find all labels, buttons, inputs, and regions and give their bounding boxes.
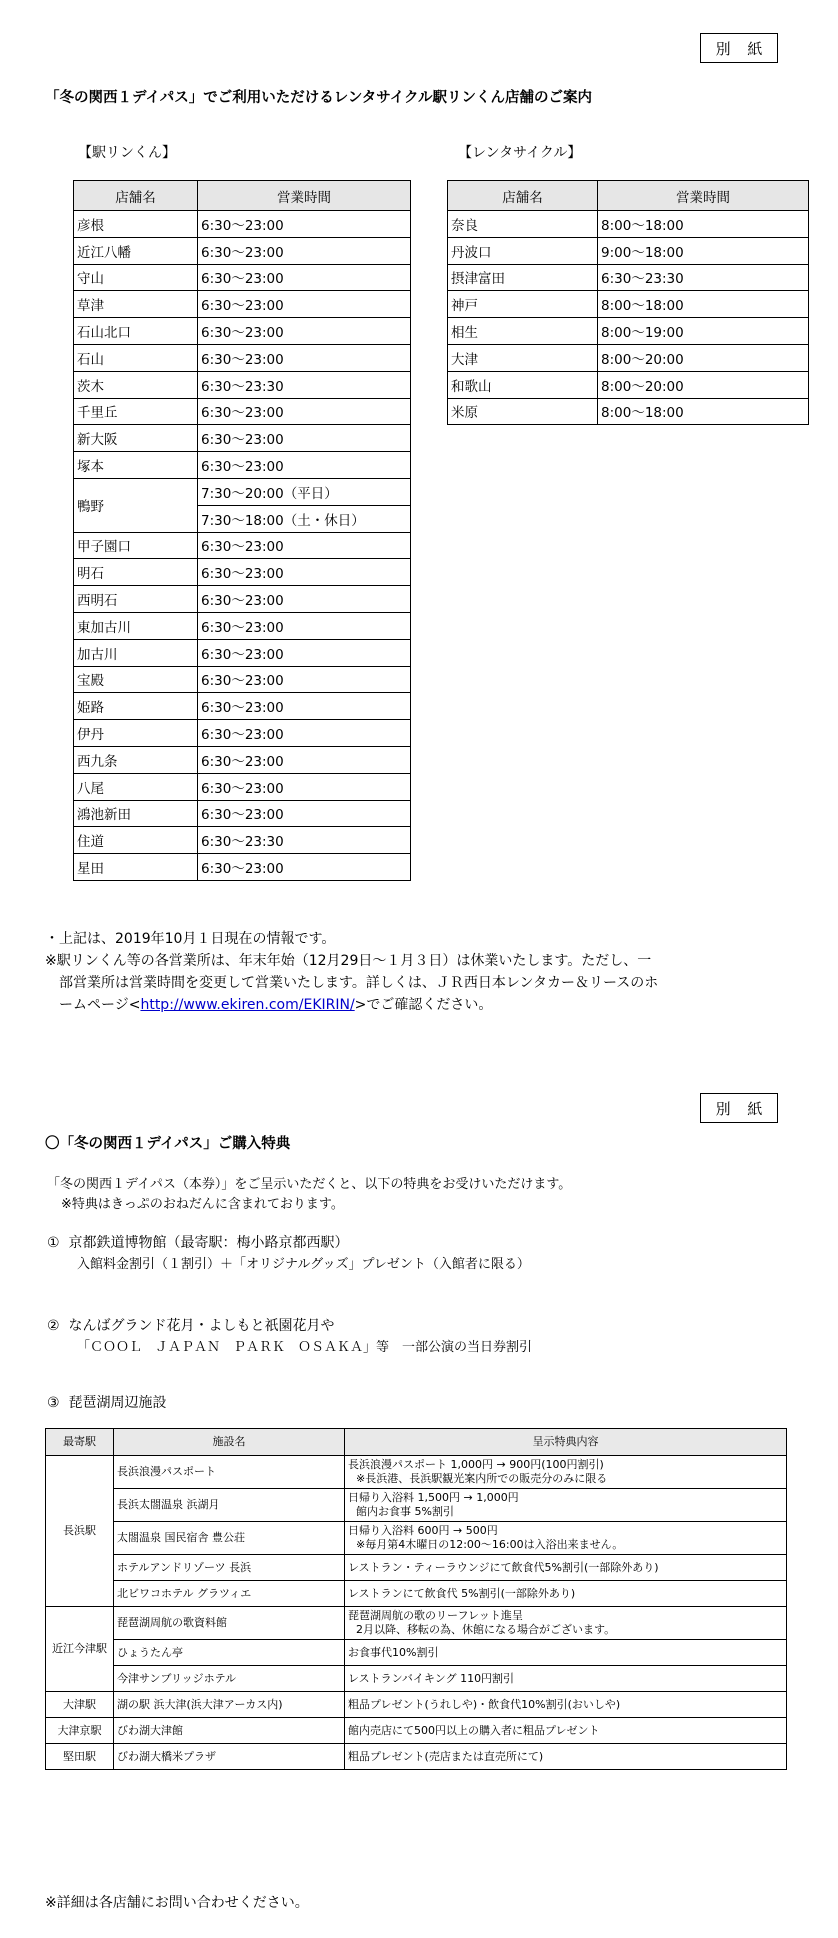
- item-text: 京都鉄道博物館（最寄駅：梅小路京都西駅）: [68, 1235, 349, 1251]
- store-name: 石山: [74, 344, 198, 371]
- table-row: [74, 478, 411, 505]
- store-hours: 8:00～18:00: [598, 291, 809, 318]
- store-hours: 6:30～23:00: [198, 800, 411, 827]
- benefit-line: ※毎月第4木曜日の12:00～16:00は入浴出来ません。: [356, 1538, 624, 1551]
- store-hours: 6:30～23:00: [198, 854, 411, 881]
- table-row: [74, 344, 411, 371]
- table-row: [448, 344, 809, 371]
- store-name: 宝殿: [74, 666, 198, 693]
- store-hours: 6:30～23:30: [198, 371, 411, 398]
- store-hours: 6:30～23:30: [598, 264, 809, 291]
- benefit-line: レストランにて飲食代 5%割引(一部除外あり): [348, 1586, 576, 1600]
- table-row: [74, 532, 411, 559]
- store-name: 近江八幡: [74, 237, 198, 264]
- store-hours: 6:30～23:00: [198, 532, 411, 559]
- facility-name: びわ湖大橋米プラザ: [114, 1744, 345, 1770]
- table-row: [74, 800, 411, 827]
- store-hours: 6:30～23:00: [198, 666, 411, 693]
- store-name: 鴨野: [74, 478, 198, 532]
- item-text: 入館料金割引（１割引）＋「オリジナルグッズ」プレゼント（入館者に限る）: [77, 1257, 530, 1272]
- note-line: ※駅リンくん等の各営業所は、年末年始（12月29日～１月３日）は休業いたします。ただし、一: [45, 953, 652, 969]
- store-name: 東加古川: [74, 612, 198, 639]
- benefit-line: お食事代10%割引: [348, 1645, 439, 1659]
- station-name: 大津駅: [46, 1692, 114, 1718]
- note-text: ームページ<: [59, 997, 141, 1013]
- item-text: 琵琶湖周辺施設: [68, 1395, 167, 1411]
- store-name: 大津: [448, 344, 598, 371]
- benefit-line: 日帰り入浴料 1,500円 → 1,000円: [348, 1491, 519, 1504]
- benefit-line: 日帰り入浴料 600円 → 500円: [348, 1524, 498, 1537]
- table-row: [74, 693, 411, 720]
- store-name: 新大阪: [74, 425, 198, 452]
- benefit-cell: [345, 1640, 787, 1666]
- table-row: [74, 854, 411, 881]
- table-row: [74, 291, 411, 318]
- table-row: [448, 291, 809, 318]
- benefit-cell: [345, 1607, 787, 1640]
- intro-line: 「冬の関西１デイパス（本券）」をご呈示いただくと、以下の特典をお受けいただけます。: [47, 1177, 572, 1192]
- store-hours: 6:30～23:00: [198, 291, 411, 318]
- store-name: 茨木: [74, 371, 198, 398]
- table-row: [46, 1692, 787, 1718]
- item-text: なんばグランド花月・よしもと祇園花月や: [68, 1318, 335, 1334]
- table-row: [448, 398, 809, 425]
- table-row: [46, 1522, 787, 1555]
- table-row: [74, 425, 411, 452]
- store-hours: 9:00～18:00: [598, 237, 809, 264]
- table-row: [46, 1666, 787, 1692]
- attachment-badge-2: 別 紙: [700, 1093, 778, 1123]
- note-line: 部営業所は営業時間を変更して営業いたします。詳しくは、ＪＲ西日本レンタカー＆リースのホ: [59, 975, 659, 991]
- note-text: >でご確認ください。: [354, 997, 493, 1013]
- store-hours: 8:00～19:00: [598, 318, 809, 345]
- table-row: [74, 639, 411, 666]
- store-hours: 6:30～23:00: [198, 720, 411, 747]
- benefit-cell: [345, 1489, 787, 1522]
- facility-name: ホテルアンドリゾーツ 長浜: [114, 1555, 345, 1581]
- table-row: [46, 1718, 787, 1744]
- table-row: [46, 1456, 787, 1489]
- benefit-item-1: [47, 1232, 530, 1276]
- page-title: 「冬の関西１デイパス」でご利用いただけるレンタサイクル駅リンくん店舗のご案内: [45, 90, 593, 106]
- facility-name: 今津サンブリッジホテル: [114, 1666, 345, 1692]
- store-name: 摂津富田: [448, 264, 598, 291]
- facility-name: ひょうたん亭: [114, 1640, 345, 1666]
- store-name: 彦根: [74, 211, 198, 238]
- attachment-badge: 別 紙: [700, 33, 778, 63]
- station-name: 堅田駅: [46, 1744, 114, 1770]
- benefit-title: 〇「冬の関西１デイパス」ご購入特典: [45, 1136, 291, 1152]
- table-row: [74, 318, 411, 345]
- store-hours: 7:30～18:00（土・休日）: [198, 505, 411, 532]
- table-row: [448, 237, 809, 264]
- table-row: [46, 1607, 787, 1640]
- store-name: 草津: [74, 291, 198, 318]
- table-header-row: [74, 181, 411, 211]
- facility-name: 琵琶湖周航の歌資料館: [114, 1607, 345, 1640]
- store-hours: 8:00～20:00: [598, 371, 809, 398]
- store-name: 八尾: [74, 773, 198, 800]
- benefit-line: レストランバイキング 110円割引: [348, 1671, 515, 1685]
- store-hours: 7:30～20:00（平日）: [198, 478, 411, 505]
- benefit-cell: [345, 1522, 787, 1555]
- store-name: 明石: [74, 559, 198, 586]
- store-hours: 6:30～23:00: [198, 318, 411, 345]
- store-name: 丹波口: [448, 237, 598, 264]
- store-name: 西九条: [74, 746, 198, 773]
- table-row: [74, 720, 411, 747]
- store-hours: 6:30～23:30: [198, 827, 411, 854]
- benefit-cell: [345, 1456, 787, 1489]
- store-hours: 6:30～23:00: [198, 264, 411, 291]
- store-name: 伊丹: [74, 720, 198, 747]
- benefit-line: 館内お食事 5%割引: [356, 1505, 454, 1518]
- facility-name: 長浜浪漫パスポート: [114, 1456, 345, 1489]
- table-row: [46, 1555, 787, 1581]
- store-hours: 6:30～23:00: [198, 586, 411, 613]
- table-row: [46, 1640, 787, 1666]
- store-hours: 8:00～18:00: [598, 398, 809, 425]
- col-station-header: 最寄駅: [46, 1429, 114, 1456]
- col-hours-header: 営業時間: [598, 181, 809, 211]
- store-hours: 6:30～23:00: [198, 425, 411, 452]
- rental-table: [447, 180, 809, 425]
- table-row: [74, 746, 411, 773]
- store-name: 西明石: [74, 586, 198, 613]
- table-row: [74, 211, 411, 238]
- intro-line: ※特典はきっぷのおねだんに含まれております。: [61, 1197, 344, 1212]
- item-number: ②: [47, 1318, 60, 1334]
- item-number: ③: [47, 1395, 60, 1411]
- benefit-table: [45, 1428, 787, 1770]
- table-row: [448, 318, 809, 345]
- store-hours: 6:30～23:00: [198, 746, 411, 773]
- intro-block: [47, 1175, 571, 1215]
- benefit-cell: [345, 1666, 787, 1692]
- store-name: 守山: [74, 264, 198, 291]
- table-header-row: [46, 1429, 787, 1456]
- store-name: 塚本: [74, 452, 198, 479]
- col-benefit-header: 呈示特典内容: [345, 1429, 787, 1456]
- table-row: [74, 773, 411, 800]
- store-name: 石山北口: [74, 318, 198, 345]
- table-row: [448, 264, 809, 291]
- col-facility-header: 施設名: [114, 1429, 345, 1456]
- benefit-cell: 館内売店にて500円以上の購入者に粗品プレゼント: [345, 1718, 787, 1744]
- table-row: [74, 612, 411, 639]
- benefit-item-3: [47, 1392, 166, 1412]
- table-row: [448, 371, 809, 398]
- notes-block: [45, 928, 795, 1016]
- benefit-line: 琵琶湖周航の歌のリーフレット進呈: [348, 1609, 523, 1622]
- table-row: [74, 666, 411, 693]
- table-row: [46, 1744, 787, 1770]
- benefit-cell: [345, 1581, 787, 1607]
- store-hours: 6:30～23:00: [198, 344, 411, 371]
- benefit-line: レストラン・ティーラウンジにて飲食代5%割引(一部除外あり): [348, 1560, 659, 1574]
- facility-name: 太閤温泉 国民宿舎 豊公荘: [114, 1522, 345, 1555]
- store-hours: 6:30～23:00: [198, 237, 411, 264]
- col-store-header: 店舗名: [74, 181, 198, 211]
- store-hours: 8:00～18:00: [598, 211, 809, 238]
- rental-section-label: 【レンタサイクル】: [458, 145, 582, 161]
- table-row: [74, 398, 411, 425]
- note-line: ・上記は、2019年10月１日現在の情報です。: [45, 931, 336, 947]
- ekirin-section-label: 【駅リンくん】: [78, 145, 176, 161]
- store-hours: 6:30～23:00: [198, 452, 411, 479]
- table-row: [74, 827, 411, 854]
- benefit-line: 長浜浪漫パスポート 1,000円 → 900円(100円割引): [348, 1458, 604, 1471]
- facility-name: びわ湖大津館: [114, 1718, 345, 1744]
- col-hours-header: 営業時間: [198, 181, 411, 211]
- note-line: [45, 994, 795, 1016]
- table-row: [74, 371, 411, 398]
- store-name: 相生: [448, 318, 598, 345]
- benefit-line: 2月以降、移転の為、休館になる場合がございます。: [356, 1623, 616, 1636]
- store-name: 姫路: [74, 693, 198, 720]
- store-hours: 6:30～23:00: [198, 211, 411, 238]
- store-name: 奈良: [448, 211, 598, 238]
- store-hours: 6:30～23:00: [198, 639, 411, 666]
- store-hours: 6:30～23:00: [198, 773, 411, 800]
- store-name: 神戸: [448, 291, 598, 318]
- table-row: [74, 586, 411, 613]
- facility-name: 長浜太閤温泉 浜湖月: [114, 1489, 345, 1522]
- facility-name: 湖の駅 浜大津(浜大津アーカス内): [114, 1692, 345, 1718]
- benefit-item-2: [47, 1315, 532, 1359]
- benefit-cell: 粗品プレゼント(売店または直売所にて): [345, 1744, 787, 1770]
- store-hours: 6:30～23:00: [198, 612, 411, 639]
- table-row: [74, 452, 411, 479]
- benefit-cell: 粗品プレゼント(うれしや)・飲食代10%割引(おいしや): [345, 1692, 787, 1718]
- store-name: 加古川: [74, 639, 198, 666]
- col-store-header: 店舗名: [448, 181, 598, 211]
- store-name: 米原: [448, 398, 598, 425]
- station-name: 長浜駅: [46, 1456, 114, 1607]
- benefit-cell: [345, 1555, 787, 1581]
- store-name: 鴻池新田: [74, 800, 198, 827]
- store-name: 甲子園口: [74, 532, 198, 559]
- table-row: [46, 1489, 787, 1522]
- item-text: 「ＣＯＯＬ ＪＡＰＡＮ ＰＡＲＫ ＯＳＡＫＡ」等 一部公演の当日券割引: [77, 1340, 533, 1355]
- store-hours: 6:30～23:00: [198, 398, 411, 425]
- station-name: 大津京駅: [46, 1718, 114, 1744]
- item-number: ①: [47, 1235, 60, 1251]
- ekirin-table: [73, 180, 411, 881]
- table-header-row: [448, 181, 809, 211]
- ekiren-link[interactable]: http://www.ekiren.com/EKIRIN/: [140, 997, 355, 1013]
- store-hours: 6:30～23:00: [198, 559, 411, 586]
- table-row: [74, 264, 411, 291]
- store-name: 星田: [74, 854, 198, 881]
- store-name: 住道: [74, 827, 198, 854]
- store-name: 和歌山: [448, 371, 598, 398]
- benefit-line: ※長浜港、長浜駅観光案内所での販売分のみに限る: [356, 1472, 608, 1485]
- table-row: [46, 1581, 787, 1607]
- table-row: [448, 211, 809, 238]
- store-hours: 6:30～23:00: [198, 693, 411, 720]
- table-row: [74, 237, 411, 264]
- table-row: [74, 559, 411, 586]
- facility-name: 北ビワコホテル グラツィエ: [114, 1581, 345, 1607]
- footer-note: ※詳細は各店舗にお問い合わせください。: [45, 1895, 309, 1911]
- station-name: 近江今津駅: [46, 1607, 114, 1692]
- store-name: 千里丘: [74, 398, 198, 425]
- store-hours: 8:00～20:00: [598, 344, 809, 371]
